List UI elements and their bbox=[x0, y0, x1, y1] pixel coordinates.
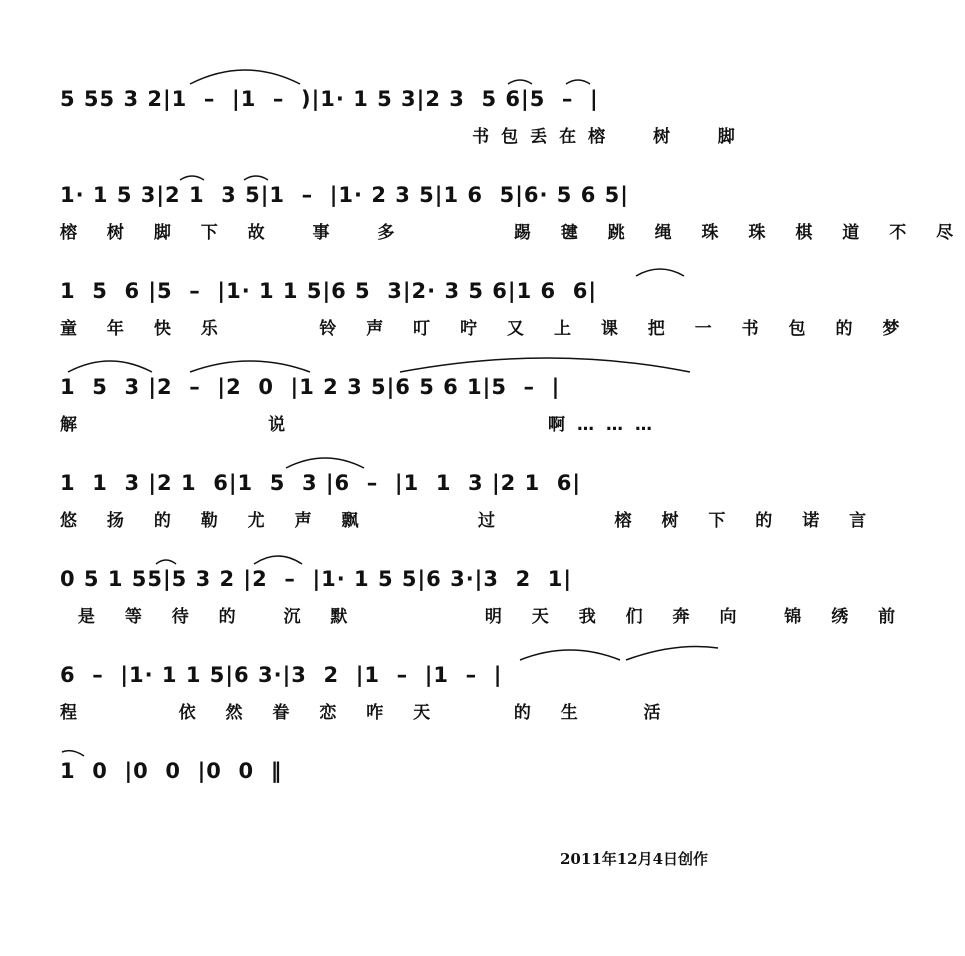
slur-6 bbox=[636, 269, 684, 276]
slur-10 bbox=[286, 458, 364, 468]
score-line-5 bbox=[0, 468, 879, 548]
notes-line-5: 1 1 3 |2 1 6|1 5 3 |6 – |1 1 3 |2 1 6| bbox=[60, 471, 582, 495]
slur-13 bbox=[520, 650, 620, 660]
creation-date: 2011年12月4日创作 bbox=[560, 850, 709, 868]
score-line-3 bbox=[0, 276, 912, 356]
notes-line-8: 1 0 |0 0 |0 0 ‖ bbox=[60, 759, 283, 783]
lyrics-line-2: 榕 树 脚 下 故 事 多 踢 毽 跳 绳 珠 珠 棋 道 不 尽 bbox=[60, 223, 965, 243]
slur-9 bbox=[400, 358, 690, 372]
score-line-4 bbox=[0, 372, 784, 452]
lyrics-line-5: 悠 扬 的 勒 尤 声 飘 过 榕 树 下 的 诺 言 bbox=[60, 511, 879, 531]
lyrics-line-7: 程 依 然 眷 恋 咋 天 的 生 活 bbox=[60, 703, 673, 723]
score-line-7 bbox=[0, 660, 784, 740]
notes-line-6: 0 5 1 55|5 3 2 |2 – |1· 1 5 5|6 3·|3 2 1| bbox=[60, 567, 573, 591]
slur-7 bbox=[68, 361, 152, 372]
notes-line-2: 1· 1 5 3|2 1 3 5|1 – |1· 2 3 5|1 6 5|6· 5 6 5| bbox=[60, 183, 629, 207]
slur-12 bbox=[254, 556, 302, 564]
score-line-2 bbox=[0, 180, 965, 260]
notes-line-4: 1 5 3 |2 – |2 0 |1 2 3 5|6 5 6 1|5 – | bbox=[60, 375, 561, 399]
notes-line-3: 1 5 6 |5 – |1· 1 1 5|6 5 3|2· 3 5 6|1 6 6| bbox=[60, 279, 598, 303]
notes-line-7: 6 – |1· 1 1 5|6 3·|3 2 |1 – |1 – | bbox=[60, 663, 503, 687]
score-line-1 bbox=[0, 84, 784, 164]
lyrics-line-6: 是 等 待 的 沉 默 明 天 我 们 奔 向 锦 绣 前 bbox=[60, 607, 908, 627]
score-line-8 bbox=[0, 756, 784, 836]
notes-line-1: 5 55 3 2|1 – |1 – )|1· 1 5 3|2 3 5 6|5 – | bbox=[60, 87, 599, 111]
lyrics-line-3: 童 年 快 乐 铃 声 叮 咛 又 上 课 把 一 书 包 的 梦 bbox=[60, 319, 912, 339]
slur-8 bbox=[190, 361, 310, 372]
lyrics-line-4: 解 说 啊……… bbox=[60, 415, 665, 435]
lyrics-line-1: 书包丢在榕 树 脚 bbox=[60, 127, 747, 147]
score-line-6 bbox=[0, 564, 908, 644]
slur-1 bbox=[190, 70, 300, 84]
slur-14 bbox=[626, 647, 718, 661]
